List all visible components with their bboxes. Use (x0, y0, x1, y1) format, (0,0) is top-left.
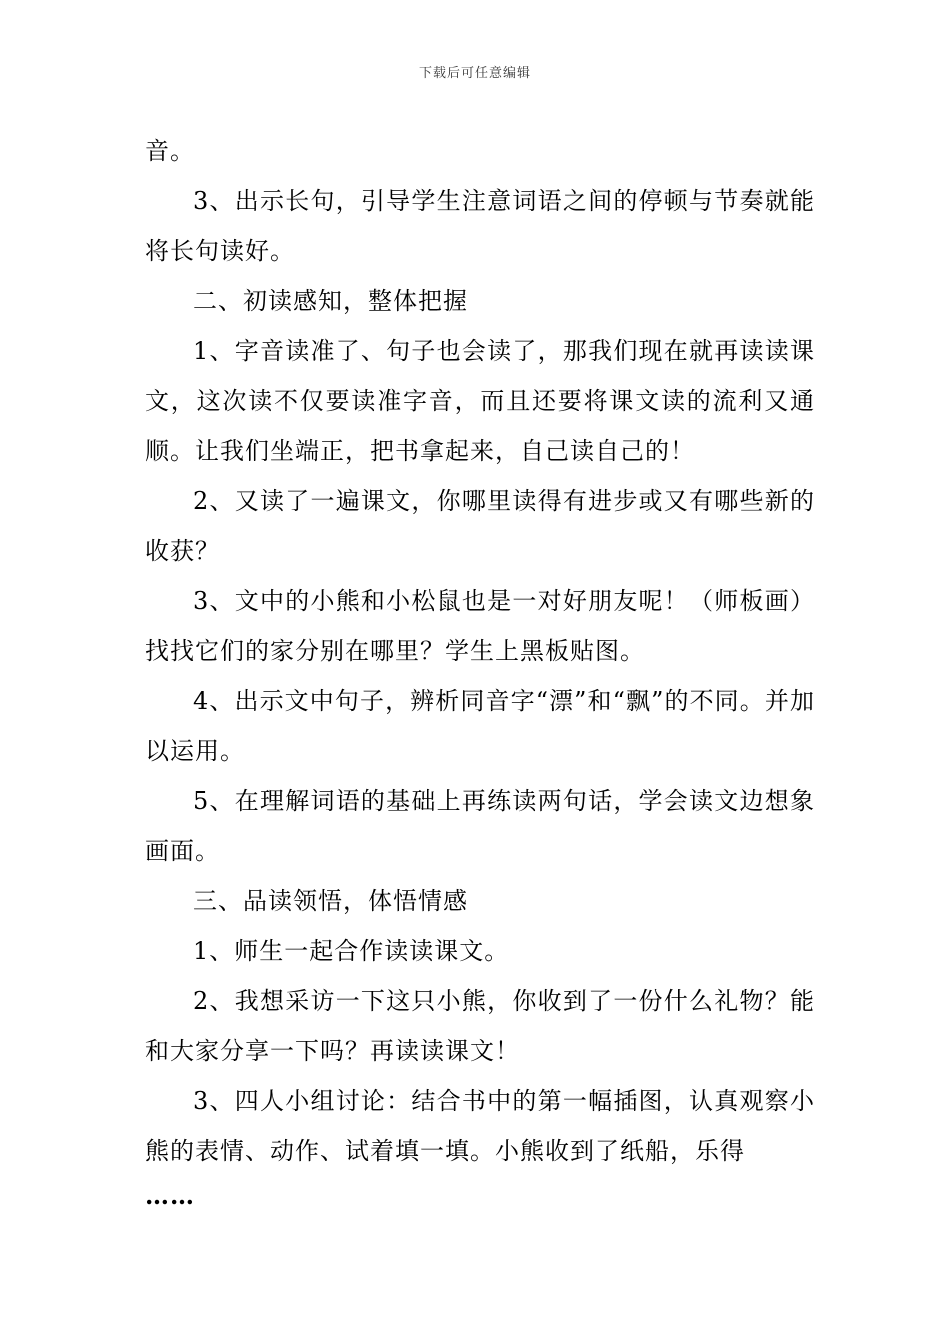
document-body (145, 126, 815, 1216)
paragraph-7: 4、出示文中句子，辨析同音字“漂”和“飘”的不同。并加以运用。 (145, 687, 815, 765)
page-header: 下载后可任意编辑 (418, 66, 531, 81)
paragraph-8: 5、在理解词语的基础上再练读两句话，学会读文边想象画面。 (145, 787, 815, 865)
paragraph-2: 3、出示长句，引导学生注意词语之间的停顿与节奏就能将长句读好。 (145, 187, 815, 265)
paragraph-10: 1、师生一起合作读读课文。 (193, 937, 510, 965)
paragraph-6: 3、文中的小熊和小松鼠也是一对好朋友呢！（师板画）找找它们的家分别在哪里？学生上黑板贴图。 (145, 587, 815, 665)
section-heading-3: 三、品读领悟，体悟情感 (193, 887, 468, 915)
paragraph-1: 音。 (145, 137, 195, 165)
paragraph-5: 2、又读了一遍课文，你哪里读得有进步或又有哪些新的收获？ (145, 487, 815, 565)
paragraph-11: 2、我想采访一下这只小熊，你收到了一份什么礼物？能和大家分享一下吗？再读读课文！ (145, 987, 815, 1065)
section-heading-2: 二、初读感知，整体把握 (193, 287, 468, 315)
ellipsis: …… (145, 1181, 195, 1210)
paragraph-4: 1、字音读准了、句子也会读了，那我们现在就再读读课文，这次读不仅要读准字音，而且还要将课文读的流利又通顺。让我们坐端正，把书拿起来，自己读自己的！ (145, 337, 815, 465)
paragraph-12: 3、四人小组讨论：结合书中的第一幅插图，认真观察小熊的表情、动作、试着填一填。小熊收到了纸船，乐得 (145, 1087, 815, 1165)
